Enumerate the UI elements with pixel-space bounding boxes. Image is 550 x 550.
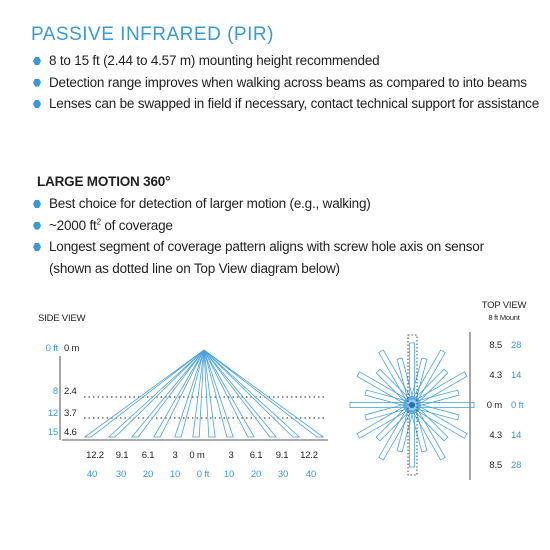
- distance-ft-label: 20: [142, 469, 154, 480]
- side-beam: [204, 350, 276, 437]
- list-item: Detection range improves when walking across beams as compared to into beams: [33, 72, 539, 94]
- height-m-label: 3.7: [64, 408, 77, 419]
- top-distance-ft-label: 14: [511, 430, 522, 441]
- top-view-sublabel: 8 ft Mount: [488, 313, 520, 322]
- top-distance-m-label: 0 m: [486, 400, 502, 411]
- side-beam: [132, 350, 204, 437]
- distance-ft-label: 0 ft: [196, 469, 210, 480]
- height-m-label: 4.6: [64, 427, 77, 438]
- top-beam: [397, 358, 413, 400]
- distance-ft-label: 20: [250, 469, 262, 480]
- top-beam: [350, 402, 406, 407]
- top-beam: [417, 390, 459, 406]
- top-distance-ft-label: 28: [511, 340, 522, 351]
- distance-m-label: 3: [172, 450, 178, 461]
- top-beam: [411, 358, 427, 400]
- distance-m-label: 12.2: [300, 450, 318, 461]
- large-motion-title: LARGE MOTION 360°: [37, 174, 171, 189]
- top-distance-m-label: 8.5: [489, 340, 502, 351]
- side-beam: [85, 350, 204, 437]
- distance-ft-label: 30: [277, 469, 289, 480]
- top-beam: [365, 390, 407, 406]
- top-beam: [365, 404, 407, 420]
- top-distance-m-label: 4.3: [489, 430, 502, 441]
- list-item: (shown as dotted line on Top View diagram below): [49, 260, 340, 276]
- distance-ft-label: 40: [86, 469, 98, 480]
- side-view-diagram: [60, 350, 328, 440]
- list-item: 8 to 15 ft (2.44 to 4.57 m) mounting height recommended: [33, 50, 539, 72]
- distance-ft-label: 10: [169, 469, 181, 480]
- height-ft-label: 15: [47, 427, 58, 438]
- height-ft-label: 12: [47, 408, 58, 419]
- distance-ft-label: 40: [305, 469, 317, 480]
- top-beam: [411, 410, 427, 452]
- height-m-label: 0 m: [64, 343, 80, 354]
- pir-title: PASSIVE INFRARED (PIR): [31, 24, 274, 45]
- height-ft-label: 8: [52, 386, 58, 397]
- top-distance-ft-label: 0 ft: [511, 400, 524, 411]
- list-item: Longest segment of coverage pattern aligns with screw hole axis on sensor: [33, 236, 484, 258]
- distance-m-label: 9.1: [275, 450, 289, 461]
- top-beam: [409, 411, 414, 467]
- distance-m-label: 12.2: [86, 450, 104, 461]
- top-distance-ft-label: 28: [511, 460, 522, 471]
- height-ft-label: 0 ft: [45, 343, 58, 354]
- side-beam: [204, 350, 323, 437]
- top-beam: [417, 404, 459, 420]
- top-distance-m-label: 8.5: [489, 460, 502, 471]
- list-item: ~2000 $ft^2$ of coverage: [33, 215, 484, 237]
- distance-ft-label: 10: [223, 469, 235, 480]
- distance-ft-label: 30: [115, 469, 127, 480]
- top-view-diagram: [350, 332, 474, 480]
- distance-m-label: 6.1: [141, 450, 155, 461]
- distance-m-label: 9.1: [115, 450, 129, 461]
- sensor-center-dot: [409, 402, 415, 408]
- top-view-label: TOP VIEW: [481, 300, 527, 311]
- side-view-beams: [85, 350, 323, 437]
- distance-m-label: 6.1: [249, 450, 263, 461]
- top-beam: [409, 343, 414, 399]
- side-view-label: SIDE VIEW: [38, 313, 86, 324]
- top-beam: [397, 410, 413, 452]
- top-distance-m-label: 4.3: [489, 370, 502, 381]
- distance-m-label: 3: [228, 450, 234, 461]
- list-item: Best choice for detection of larger motion (e.g., walking): [33, 193, 484, 215]
- list-item: Lenses can be swapped in field if necessary, contact technical support for assistance: [33, 93, 539, 115]
- top-distance-ft-label: 14: [511, 370, 522, 381]
- top-beam: [418, 402, 474, 407]
- height-m-label: 2.4: [64, 386, 77, 397]
- distance-m-label: 0 m: [189, 450, 205, 461]
